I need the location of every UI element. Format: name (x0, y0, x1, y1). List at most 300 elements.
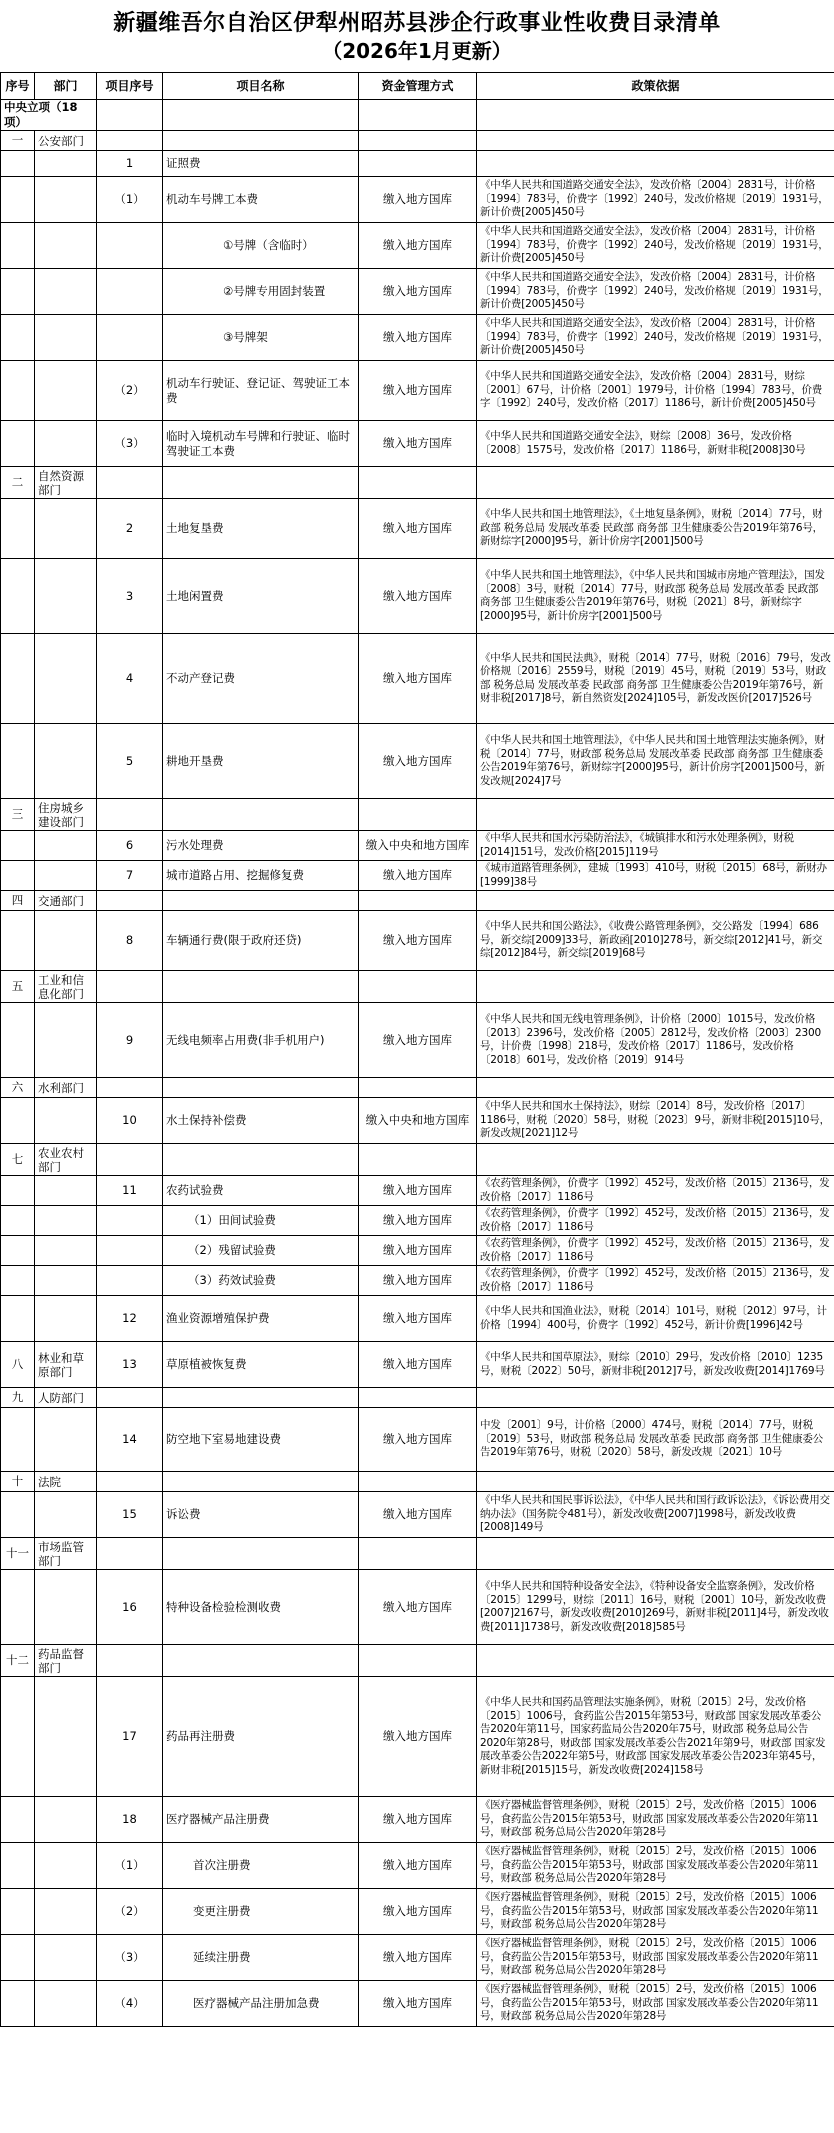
item-name: 土地闲置费 (163, 559, 359, 634)
item-no: 1 (97, 151, 163, 177)
dept-name: 自然资源部门 (35, 467, 97, 499)
item-no: 4 (97, 634, 163, 724)
header-fund: 资金管理方式 (359, 73, 477, 100)
item-no (97, 315, 163, 361)
item-name: 证照费 (163, 151, 359, 177)
fund-method: 缴入地方国库 (359, 421, 477, 467)
empty-cell (163, 891, 359, 911)
empty-cell (477, 1645, 834, 1677)
fund-method: 缴入地方国库 (359, 361, 477, 421)
item-no: 17 (97, 1677, 163, 1797)
item-name: 城市道路占用、挖掘修复费 (163, 861, 359, 891)
empty-cell (97, 467, 163, 499)
empty-cell (1, 1677, 35, 1797)
dept-seq: 一 (1, 131, 35, 151)
empty-cell (35, 1492, 97, 1538)
empty-cell (359, 1078, 477, 1098)
fee-catalog-table (0, 72, 834, 2027)
item-name: 机动车号牌工本费 (163, 177, 359, 223)
dept-name: 药品监督部门 (35, 1645, 97, 1677)
fund-method: 缴入地方国库 (359, 1492, 477, 1538)
dept-name: 农业农村部门 (35, 1144, 97, 1176)
item-no (97, 1266, 163, 1296)
dept-seq: 二 (1, 467, 35, 499)
item-no: 6 (97, 831, 163, 861)
item-name: ①号牌（含临时） (163, 223, 359, 269)
policy-basis (477, 151, 834, 177)
fund-method: 缴入地方国库 (359, 559, 477, 634)
empty-cell (1, 1266, 35, 1296)
fund-method: 缴入地方国库 (359, 1408, 477, 1472)
empty-cell (477, 891, 834, 911)
item-name: 不动产登记费 (163, 634, 359, 724)
dept-row (1, 1144, 834, 1176)
table-row (1, 1342, 834, 1388)
policy-basis: 《中华人民共和国土地管理法》，《中华人民共和国土地管理法实施条例》，财税〔2014〕77号，财政部 税务总局 发展改革委 民政部 商务部 卫生健康委公告2019年第76号，新财综字[2000]95号，新计价房字[2001]500号，新发改规[2024]7号 (477, 724, 834, 799)
table-row (1, 831, 834, 861)
item-no: （3） (97, 421, 163, 467)
document-title: 新疆维吾尔自治区伊犁州昭苏县涉企行政事业性收费目录清单 (113, 11, 721, 36)
empty-cell (163, 1078, 359, 1098)
item-no: 14 (97, 1408, 163, 1472)
item-name: 草原植被恢复费 (163, 1342, 359, 1388)
empty-cell (35, 1236, 97, 1266)
table-row (1, 269, 834, 315)
empty-cell (97, 971, 163, 1003)
policy-basis: 《医疗器械监督管理条例》，财税〔2015〕2号，发改价格〔2015〕1006号，食药监公告2015年第53号，财政部 国家发展改革委公告2020年第11号，财政部 税务总局公告2020年第28号 (477, 1935, 834, 1981)
empty-cell (359, 1645, 477, 1677)
fund-method: 缴入地方国库 (359, 911, 477, 971)
fund-method: 缴入地方国库 (359, 1236, 477, 1266)
table-row (1, 861, 834, 891)
empty-cell (477, 799, 834, 831)
item-name: 耕地开垦费 (163, 724, 359, 799)
empty-cell (1, 151, 35, 177)
item-name: 机动车行驶证、登记证、驾驶证工本费 (163, 361, 359, 421)
empty-cell (477, 1472, 834, 1492)
item-name: 延续注册费 (163, 1935, 359, 1981)
empty-cell (35, 1677, 97, 1797)
empty-cell (359, 1144, 477, 1176)
item-no (97, 1206, 163, 1236)
table-row (1, 315, 834, 361)
empty-cell (477, 1078, 834, 1098)
table-row (1, 911, 834, 971)
empty-cell (35, 1266, 97, 1296)
empty-cell (97, 1388, 163, 1408)
empty-cell (97, 1645, 163, 1677)
dept-name: 公安部门 (35, 131, 97, 151)
empty-cell (35, 361, 97, 421)
empty-cell (35, 1176, 97, 1206)
table-row (1, 499, 834, 559)
empty-cell (1, 1408, 35, 1472)
empty-cell (97, 1144, 163, 1176)
table-row (1, 1003, 834, 1078)
empty-cell (477, 1144, 834, 1176)
empty-cell (477, 1538, 834, 1570)
header-policy: 政策依据 (477, 73, 834, 100)
dept-seq: 十一 (1, 1538, 35, 1570)
empty-cell (35, 1843, 97, 1889)
empty-cell (1, 559, 35, 634)
item-name: 变更注册费 (163, 1889, 359, 1935)
header-item-no: 项目序号 (97, 73, 163, 100)
policy-basis: 《中华人民共和国无线电管理条例》，计价格〔2000〕1015号，发改价格〔2013〕2396号，发改价格〔2005〕2812号，发改价格〔2003〕2300号，计价费〔1998〕218号，发改价格〔2017〕1186号，发改价格〔2018〕601号，发改价格〔2019〕914号 (477, 1003, 834, 1078)
empty-cell (1, 177, 35, 223)
empty-cell (477, 971, 834, 1003)
fund-method: 缴入地方国库 (359, 1003, 477, 1078)
policy-basis: 《中华人民共和国道路交通安全法》，发改价格〔2004〕2831号，计价格〔1994〕783号，价费字〔1992〕240号，发改价格规〔2019〕1931号，新计价费[2005]450号 (477, 269, 834, 315)
table-row (1, 1408, 834, 1472)
empty-cell (97, 799, 163, 831)
empty-cell (1, 831, 35, 861)
fund-method: 缴入地方国库 (359, 1206, 477, 1236)
item-name: 首次注册费 (163, 1843, 359, 1889)
empty-cell (35, 1889, 97, 1935)
table-row (1, 559, 834, 634)
empty-cell (35, 223, 97, 269)
empty-cell (35, 269, 97, 315)
fund-method: 缴入地方国库 (359, 1266, 477, 1296)
policy-basis: 中发〔2001〕9号，计价格〔2000〕474号，财税〔2014〕77号，财税〔2019〕53号，财政部 税务总局 发展改革委 民政部 商务部 卫生健康委公告2019年第76号，财税〔2020〕58号，新发改规〔2021〕10号 (477, 1408, 834, 1472)
empty-cell (1, 1236, 35, 1266)
item-name: 污水处理费 (163, 831, 359, 861)
empty-cell (1, 724, 35, 799)
empty-cell (35, 315, 97, 361)
policy-basis: 《中华人民共和国土地管理法》，《土地复垦条例》，财税〔2014〕77号，财政部 税务总局 发展改革委 民政部 商务部 卫生健康委公告2019年第76号，新财综字[2000]95号，新计价房字[2001]500号 (477, 499, 834, 559)
empty-cell (97, 131, 163, 151)
item-name: ②号牌专用固封装置 (163, 269, 359, 315)
empty-cell (35, 1797, 97, 1843)
dept-seq: 八 (1, 1342, 35, 1388)
policy-basis: 《中华人民共和国特种设备安全法》，《特种设备安全监察条例》，发改价格〔2015〕1299号，财综〔2011〕16号，财税〔2001〕10号，新发改收费[2007]2167号，新发改收费[2010]269号，新财非税[2011]4号，新发改收费[2011]1738号，新发改收费[2018]585号 (477, 1570, 834, 1645)
item-name: 诉讼费 (163, 1492, 359, 1538)
item-name: 土地复垦费 (163, 499, 359, 559)
empty-cell (1, 499, 35, 559)
empty-cell (35, 1935, 97, 1981)
table-row (1, 1176, 834, 1206)
table-row (1, 1266, 834, 1296)
item-no: 8 (97, 911, 163, 971)
fund-method: 缴入地方国库 (359, 1843, 477, 1889)
dept-name: 市场监管部门 (35, 1538, 97, 1570)
policy-basis: 《中华人民共和国道路交通安全法》，发改价格〔2004〕2831号，计价格〔1994〕783号，价费字〔1992〕240号，发改价格规〔2019〕1931号，新计价费[2005]450号 (477, 223, 834, 269)
policy-basis: 《中华人民共和国草原法》，财综〔2010〕29号，发改价格〔2010〕1235号，财税〔2022〕50号，新财非税[2012]7号，新发改收费[2014]1769号 (477, 1342, 834, 1388)
dept-name: 交通部门 (35, 891, 97, 911)
item-no (97, 1236, 163, 1266)
dept-seq: 五 (1, 971, 35, 1003)
empty-cell (35, 559, 97, 634)
fund-method: 缴入中央和地方国库 (359, 831, 477, 861)
table-row (1, 1843, 834, 1889)
empty-cell (359, 467, 477, 499)
fund-method: 缴入地方国库 (359, 177, 477, 223)
policy-basis: 《中华人民共和国渔业法》，财税〔2014〕101号，财税〔2012〕97号，计价格〔1994〕400号，价费字〔1992〕452号，新计价费[1996]42号 (477, 1296, 834, 1342)
empty-cell (1, 634, 35, 724)
empty-cell (1, 861, 35, 891)
item-no: 7 (97, 861, 163, 891)
fund-method: 缴入地方国库 (359, 724, 477, 799)
item-no: 12 (97, 1296, 163, 1342)
empty-cell (359, 799, 477, 831)
policy-basis: 《农药管理条例》，价费字〔1992〕452号，发改价格〔2015〕2136号，发改价格〔2017〕1186号 (477, 1176, 834, 1206)
empty-cell (97, 1472, 163, 1492)
table-row (1, 1206, 834, 1236)
empty-cell (163, 1472, 359, 1492)
item-name: 农药试验费 (163, 1176, 359, 1206)
section-row (1, 100, 834, 131)
empty-cell (163, 971, 359, 1003)
dept-name: 水利部门 (35, 1078, 97, 1098)
empty-cell (35, 1570, 97, 1645)
table-header-row (1, 73, 834, 100)
empty-cell (359, 1388, 477, 1408)
empty-cell (1, 1935, 35, 1981)
empty-cell (1, 1570, 35, 1645)
item-no: （3） (97, 1935, 163, 1981)
empty-cell (35, 831, 97, 861)
table-row (1, 1492, 834, 1538)
empty-cell (35, 1098, 97, 1144)
empty-cell (359, 971, 477, 1003)
dept-seq: 三 (1, 799, 35, 831)
empty-cell (1, 269, 35, 315)
fund-method: 缴入中央和地方国库 (359, 1098, 477, 1144)
dept-name: 人防部门 (35, 1388, 97, 1408)
item-no: 16 (97, 1570, 163, 1645)
empty-cell (477, 131, 834, 151)
item-no: 18 (97, 1797, 163, 1843)
fund-method: 缴入地方国库 (359, 269, 477, 315)
policy-basis: 《农药管理条例》，价费字〔1992〕452号，发改价格〔2015〕2136号，发改价格〔2017〕1186号 (477, 1236, 834, 1266)
empty-cell (35, 421, 97, 467)
fund-method: 缴入地方国库 (359, 1677, 477, 1797)
dept-row (1, 891, 834, 911)
empty-cell (1, 911, 35, 971)
empty-cell (163, 799, 359, 831)
empty-cell (1, 1206, 35, 1236)
section-label: 中央立项（18项） (1, 100, 97, 131)
empty-cell (35, 1206, 97, 1236)
item-no: 5 (97, 724, 163, 799)
empty-cell (35, 724, 97, 799)
empty-cell (359, 131, 477, 151)
empty-cell (1, 223, 35, 269)
document-title-block (0, 0, 834, 70)
empty-cell (1, 1797, 35, 1843)
empty-cell (97, 1078, 163, 1098)
item-no: 13 (97, 1342, 163, 1388)
fund-method: 缴入地方国库 (359, 223, 477, 269)
dept-row (1, 1472, 834, 1492)
policy-basis: 《农药管理条例》，价费字〔1992〕452号，发改价格〔2015〕2136号，发改价格〔2017〕1186号 (477, 1206, 834, 1236)
empty-cell (1, 361, 35, 421)
policy-basis: 《中华人民共和国公路法》，《收费公路管理条例》，交公路发〔1994〕686号，新交综[2009]33号，新政函[2010]278号，新交综[2012]41号，新交综[2012]84号，新交综[2019]68号 (477, 911, 834, 971)
item-no: 9 (97, 1003, 163, 1078)
policy-basis: 《城市道路管理条例》，建城〔1993〕410号，财税〔2015〕68号，新财办[1999]38号 (477, 861, 834, 891)
empty-cell (477, 467, 834, 499)
policy-basis: 《中华人民共和国道路交通安全法》，发改价格〔2004〕2831号，计价格〔1994〕783号，价费字〔1992〕240号，发改价格规〔2019〕1931号，新计价费[2005]450号 (477, 177, 834, 223)
empty-cell (1, 1296, 35, 1342)
policy-basis: 《中华人民共和国道路交通安全法》，财综〔2008〕36号，发改价格〔2008〕1575号，发改价格〔2017〕1186号，新财非税[2008]30号 (477, 421, 834, 467)
fund-method: 缴入地方国库 (359, 861, 477, 891)
dept-name: 法院 (35, 1472, 97, 1492)
policy-basis: 《医疗器械监督管理条例》，财税〔2015〕2号，发改价格〔2015〕1006号，食药监公告2015年第53号，财政部 国家发展改革委公告2020年第11号，财政部 税务总局公告2020年第28号 (477, 1797, 834, 1843)
empty-cell (163, 1538, 359, 1570)
empty-cell (97, 891, 163, 911)
table-row (1, 1889, 834, 1935)
empty-cell (163, 131, 359, 151)
dept-seq: 七 (1, 1144, 35, 1176)
item-name: （3）药效试验费 (163, 1266, 359, 1296)
item-name: 特种设备检验检测收费 (163, 1570, 359, 1645)
item-no: 10 (97, 1098, 163, 1144)
table-row (1, 724, 834, 799)
fund-method: 缴入地方国库 (359, 634, 477, 724)
item-name: 医疗器械产品注册费 (163, 1797, 359, 1843)
empty-cell (1, 1003, 35, 1078)
empty-cell (35, 1003, 97, 1078)
empty-cell (35, 1296, 97, 1342)
policy-basis: 《农药管理条例》，价费字〔1992〕452号，发改价格〔2015〕2136号，发改价格〔2017〕1186号 (477, 1266, 834, 1296)
item-no: （4） (97, 1981, 163, 2027)
fund-method: 缴入地方国库 (359, 1342, 477, 1388)
empty-cell (1, 1098, 35, 1144)
empty-cell (163, 1144, 359, 1176)
policy-basis: 《医疗器械监督管理条例》，财税〔2015〕2号，发改价格〔2015〕1006号，食药监公告2015年第53号，财政部 国家发展改革委公告2020年第11号，财政部 税务总局公告2020年第28号 (477, 1843, 834, 1889)
header-item-name: 项目名称 (163, 73, 359, 100)
empty-cell (35, 177, 97, 223)
dept-row (1, 467, 834, 499)
fund-method: 缴入地方国库 (359, 1935, 477, 1981)
item-no: （1） (97, 1843, 163, 1889)
dept-seq: 十二 (1, 1645, 35, 1677)
item-no: 15 (97, 1492, 163, 1538)
empty-cell (1, 1843, 35, 1889)
item-no: （1） (97, 177, 163, 223)
dept-row (1, 1538, 834, 1570)
item-name: 渔业资源增殖保护费 (163, 1296, 359, 1342)
item-name: 药品再注册费 (163, 1677, 359, 1797)
empty-cell (477, 1388, 834, 1408)
item-no: 2 (97, 499, 163, 559)
table-row (1, 1098, 834, 1144)
empty-cell (1, 1492, 35, 1538)
dept-seq: 十 (1, 1472, 35, 1492)
policy-basis: 《中华人民共和国土地管理法》，《中华人民共和国城市房地产管理法》，国发〔2008〕3号，财税〔2014〕77号，财政部 税务总局 发展改革委 民政部 商务部 卫生健康委公告2019年第76号，财税〔2021〕8号，新财综字[2000]95号，新计价房字[2001]500号 (477, 559, 834, 634)
empty-cell (163, 1645, 359, 1677)
table-row (1, 421, 834, 467)
header-seq: 序号 (1, 73, 35, 100)
fund-method: 缴入地方国库 (359, 1176, 477, 1206)
empty-cell (35, 861, 97, 891)
table-row (1, 177, 834, 223)
policy-basis: 《中华人民共和国药品管理法实施条例》，财税〔2015〕2号，发改价格〔2015〕1006号，食药监公告2015年第53号，财政部 国家发展改革委公告2020年第11号，国家药监局公告2020年75号，财政部 税务总局公告2020年第28号，财政部 国家发展改革委公告2021年第9号，财政部 国家发展改革委公告2022年第5号，财政部 国家发展改革委公告2023年第45号，新财非税[2015]15号，新发改收费[2024]158号 (477, 1677, 834, 1797)
item-no: （2） (97, 361, 163, 421)
dept-name: 林业和草原部门 (35, 1342, 97, 1388)
empty-cell (1, 1176, 35, 1206)
dept-seq: 四 (1, 891, 35, 911)
item-no: （2） (97, 1889, 163, 1935)
dept-seq: 六 (1, 1078, 35, 1098)
table-row (1, 1981, 834, 2027)
empty-cell (359, 1472, 477, 1492)
fund-method: 缴入地方国库 (359, 315, 477, 361)
empty-cell (35, 911, 97, 971)
item-name: 医疗器械产品注册加急费 (163, 1981, 359, 2027)
empty-cell (1, 1889, 35, 1935)
empty-cell (163, 1388, 359, 1408)
table-row (1, 1677, 834, 1797)
empty-cell (359, 1538, 477, 1570)
fund-method: 缴入地方国库 (359, 1797, 477, 1843)
item-no: 11 (97, 1176, 163, 1206)
document-subtitle: （2026年1月更新） (322, 39, 512, 63)
dept-row (1, 1388, 834, 1408)
table-row (1, 1296, 834, 1342)
item-no: 3 (97, 559, 163, 634)
empty-cell (35, 499, 97, 559)
policy-basis: 《中华人民共和国道路交通安全法》，发改价格〔2004〕2831号，计价格〔1994〕783号，价费字〔1992〕240号，发改价格规〔2019〕1931号，新计价费[2005]450号 (477, 315, 834, 361)
policy-basis: 《医疗器械监督管理条例》，财税〔2015〕2号，发改价格〔2015〕1006号，食药监公告2015年第53号，财政部 国家发展改革委公告2020年第11号，财政部 税务总局公告2020年第28号 (477, 1889, 834, 1935)
item-name: 防空地下室易地建设费 (163, 1408, 359, 1472)
dept-name: 工业和信息化部门 (35, 971, 97, 1003)
item-name: 水土保持补偿费 (163, 1098, 359, 1144)
empty-cell (1, 421, 35, 467)
empty-cell (35, 1408, 97, 1472)
table-row (1, 361, 834, 421)
fund-method: 缴入地方国库 (359, 1570, 477, 1645)
dept-row (1, 1645, 834, 1677)
empty-cell (35, 634, 97, 724)
policy-basis: 《中华人民共和国水土保持法》，财综〔2014〕8号，发改价格〔2017〕1186号，财税〔2020〕58号，财税〔2023〕9号，新财非税[2015]10号，新发改规[2021]12号 (477, 1098, 834, 1144)
dept-row (1, 971, 834, 1003)
empty-cell (1, 315, 35, 361)
item-no (97, 223, 163, 269)
header-dept: 部门 (35, 73, 97, 100)
item-name: ③号牌架 (163, 315, 359, 361)
table-row (1, 634, 834, 724)
empty-cell (35, 151, 97, 177)
empty-cell (97, 1538, 163, 1570)
item-name: （2）残留试验费 (163, 1236, 359, 1266)
fund-method (359, 151, 477, 177)
table-row (1, 151, 834, 177)
item-name: 车辆通行费(限于政府还贷) (163, 911, 359, 971)
dept-name: 住房城乡建设部门 (35, 799, 97, 831)
table-row (1, 223, 834, 269)
table-row (1, 1570, 834, 1645)
policy-basis: 《中华人民共和国民事诉讼法》，《中华人民共和国行政诉讼法》，《诉讼费用交纳办法》（国务院令481号），新发改收费[2007]1998号，新发改收费[2008]149号 (477, 1492, 834, 1538)
empty-cell (35, 1981, 97, 2027)
dept-row (1, 131, 834, 151)
policy-basis: 《医疗器械监督管理条例》，财税〔2015〕2号，发改价格〔2015〕1006号，食药监公告2015年第53号，财政部 国家发展改革委公告2020年第11号，财政部 税务总局公告2020年第28号 (477, 1981, 834, 2027)
policy-basis: 《中华人民共和国民法典》，财税〔2014〕77号，财税〔2016〕79号，发改价格规〔2016〕2559号，财税〔2019〕45号，财税〔2019〕53号，财政部 税务总局 发展改革委 民政部 商务部 卫生健康委公告2019年第76号，新财非税[2017]8号，新自然资发[2024]105号，新发改医价[2017]526号 (477, 634, 834, 724)
item-name: （1）田间试验费 (163, 1206, 359, 1236)
dept-row (1, 1078, 834, 1098)
policy-basis: 《中华人民共和国水污染防治法》，《城镇排水和污水处理条例》，财税[2014]151号，发改价格[2015]119号 (477, 831, 834, 861)
item-name: 无线电频率占用费(非手机用户) (163, 1003, 359, 1078)
table-row (1, 1797, 834, 1843)
fund-method: 缴入地方国库 (359, 1889, 477, 1935)
fund-method: 缴入地方国库 (359, 1981, 477, 2027)
empty-cell (163, 467, 359, 499)
policy-basis: 《中华人民共和国道路交通安全法》，发改价格〔2004〕2831号，财综〔2001〕67号，计价格〔2001〕1979号，计价格〔1994〕783号，价费字〔1992〕240号，发改价格〔2017〕1186号，新计价费[2005]450号 (477, 361, 834, 421)
item-name: 临时入境机动车号牌和行驶证、临时驾驶证工本费 (163, 421, 359, 467)
empty-cell (1, 1981, 35, 2027)
fund-method: 缴入地方国库 (359, 1296, 477, 1342)
